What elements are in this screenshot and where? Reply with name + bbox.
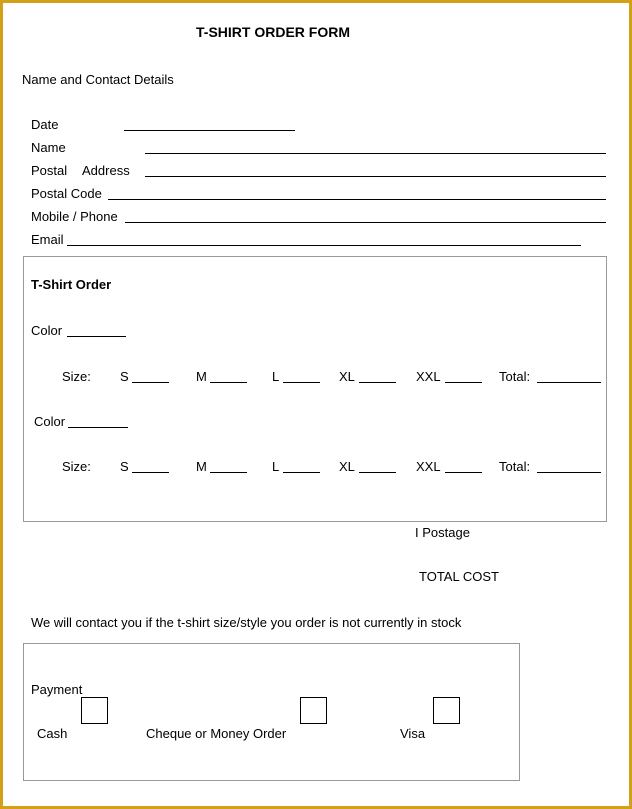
color-label-2: Color (34, 414, 66, 429)
size-m-field-1[interactable] (210, 382, 247, 383)
email-label: Email (31, 232, 64, 247)
form-title: T-SHIRT ORDER FORM (196, 24, 350, 40)
size-l-field-1[interactable] (283, 382, 320, 383)
color-label-1: Color (31, 323, 63, 338)
color-field-2[interactable] (68, 427, 128, 428)
date-field[interactable] (124, 130, 295, 131)
size-label-2: Size: (62, 459, 91, 474)
address-label: Address (82, 163, 130, 178)
size-xl-label-2: XL (339, 459, 355, 474)
size-label-1: Size: (62, 369, 91, 384)
name-label: Name (31, 140, 66, 155)
total-field-1[interactable] (537, 382, 601, 383)
postal-address-field[interactable] (145, 176, 606, 177)
name-field[interactable] (145, 153, 606, 154)
size-s-field-2[interactable] (132, 472, 169, 473)
cheque-checkbox[interactable] (300, 697, 327, 724)
visa-checkbox[interactable] (433, 697, 460, 724)
stock-notice: We will contact you if the t-shirt size/style you order is not currently in stock (31, 615, 462, 630)
size-xxl-field-1[interactable] (445, 382, 482, 383)
size-xl-field-2[interactable] (359, 472, 396, 473)
email-field[interactable] (67, 245, 581, 246)
total-label-2: Total: (499, 459, 531, 474)
size-m-field-2[interactable] (210, 472, 247, 473)
size-xxl-label-1: XXL (416, 369, 441, 384)
postal-code-label: Postal Code (31, 186, 102, 201)
size-s-label-1: S (120, 369, 129, 384)
size-xl-field-1[interactable] (359, 382, 396, 383)
mobile-phone-field[interactable] (125, 222, 606, 223)
cheque-label: Cheque or Money Order (146, 726, 287, 741)
size-l-field-2[interactable] (283, 472, 320, 473)
tshirt-order-box (23, 256, 607, 522)
color-field-1[interactable] (67, 336, 126, 337)
postal-label: Postal (31, 163, 68, 178)
visa-label: Visa (400, 726, 426, 741)
mobile-phone-label: Mobile / Phone (31, 209, 118, 224)
size-xxl-label-2: XXL (416, 459, 441, 474)
total-label-1: Total: (499, 369, 531, 384)
cash-checkbox[interactable] (81, 697, 108, 724)
total-cost-label: TOTAL COST (419, 569, 499, 584)
contact-section-heading: Name and Contact Details (22, 72, 174, 87)
size-l-label-1: L (272, 369, 280, 384)
size-m-label-2: M (196, 459, 207, 474)
tshirt-order-heading: T-Shirt Order (31, 277, 112, 292)
size-s-label-2: S (120, 459, 129, 474)
total-field-2[interactable] (537, 472, 601, 473)
size-xl-label-1: XL (339, 369, 355, 384)
cash-label: Cash (37, 726, 68, 741)
size-s-field-1[interactable] (132, 382, 169, 383)
size-xxl-field-2[interactable] (445, 472, 482, 473)
size-l-label-2: L (272, 459, 280, 474)
size-m-label-1: M (196, 369, 207, 384)
date-label: Date (31, 117, 59, 132)
payment-label: Payment (31, 682, 83, 697)
postal-code-field[interactable] (108, 199, 606, 200)
postage-label: I Postage (415, 525, 470, 540)
